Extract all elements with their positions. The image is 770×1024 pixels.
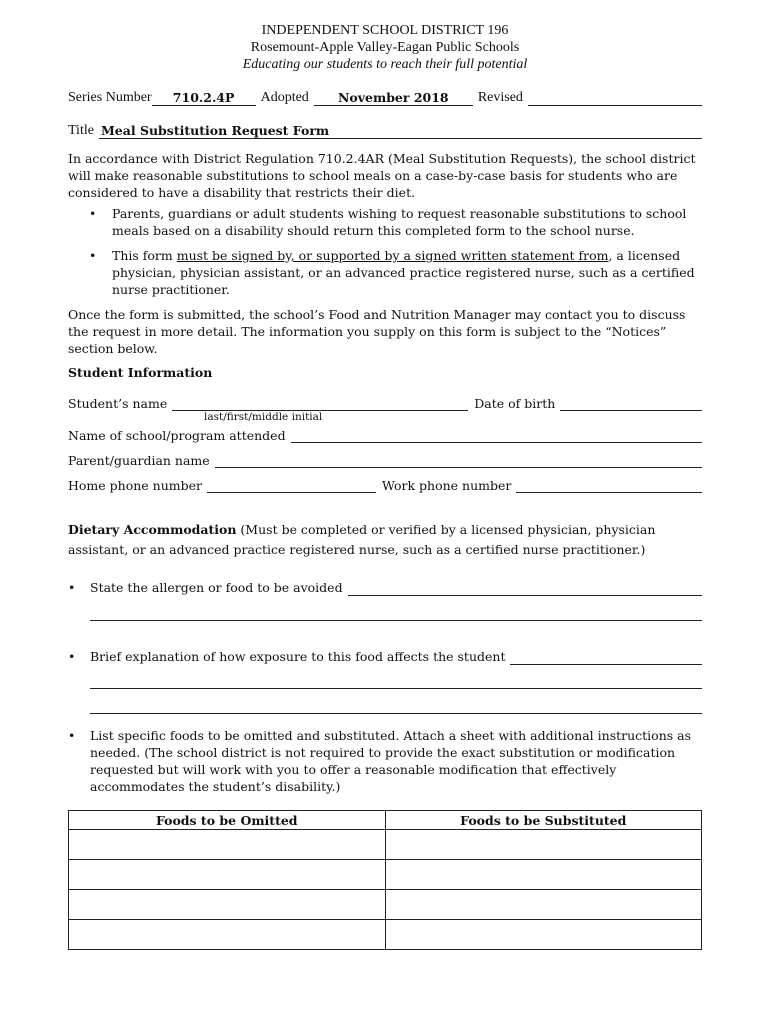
adopted-label: Adopted <box>260 90 309 105</box>
title-row <box>68 123 702 139</box>
parent-guardian-input[interactable] <box>215 453 702 468</box>
dietary-accommodation-note: (Must be completed or verified by a licensed physician, physician assistant, or an advanced practice registered nurse, such as a certified nurse practitioner.) <box>68 522 656 557</box>
explanation-input[interactable] <box>510 650 702 665</box>
list-item <box>68 205 702 239</box>
bullet-icon: • <box>68 728 76 743</box>
home-phone-input[interactable] <box>207 478 376 493</box>
table-row <box>69 920 702 950</box>
omitted-food-cell[interactable] <box>69 890 386 920</box>
title-field[interactable]: Meal Substitution Request Form <box>99 124 702 139</box>
home-phone-label: Home phone number <box>68 478 202 493</box>
list-item <box>68 579 702 596</box>
foods-substituted-header: Foods to be Substituted <box>385 811 702 830</box>
school-program-label: Name of school/program attended <box>68 428 286 443</box>
foods-table <box>68 810 702 950</box>
school-row <box>68 425 702 443</box>
title-label: Title <box>68 123 94 138</box>
explanation-block <box>68 648 702 714</box>
allergen-label: State the allergen or food to be avoided <box>90 580 343 595</box>
foods-list-instructions: List specific foods to be omitted and substituted. Attach a sheet with additional instructions as needed. (The school district is not required to provide the exact substitution or modification requested but will work with you to offer a reasonable modification that effectively accommodates the student’s disability.) <box>90 728 692 794</box>
school-program-input[interactable] <box>291 428 702 443</box>
substituted-food-cell[interactable] <box>385 860 702 890</box>
once-submitted-paragraph: Once the form is submitted, the school’s Food and Nutrition Manager may contact you to discuss the request in more detail. The information you supply on this form is subject to the “Notices” section below. <box>68 307 686 356</box>
date-of-birth-input[interactable] <box>560 396 702 411</box>
table-row <box>69 830 702 860</box>
student-name-row <box>68 393 702 411</box>
form-page <box>68 22 702 950</box>
date-of-birth-label: Date of birth <box>474 396 556 411</box>
bullet-icon: • <box>68 580 76 595</box>
explanation-label: Brief explanation of how exposure to this food affects the student <box>90 649 506 664</box>
instruction-list <box>68 205 702 298</box>
revised-date-field[interactable] <box>528 91 702 106</box>
dietary-accommodation-paragraph <box>68 520 702 560</box>
table-row <box>69 890 702 920</box>
series-number-field[interactable]: 710.2.4P <box>152 91 256 106</box>
series-number-label: Series Number <box>68 90 152 105</box>
omitted-food-cell[interactable] <box>69 920 386 950</box>
phone-row <box>68 475 702 493</box>
bullet-text-signature-emphasis: must be signed by, or supported by a signed written statement from <box>176 248 609 263</box>
allergen-input-line-2[interactable] <box>90 620 702 621</box>
revised-label: Revised <box>477 90 523 105</box>
work-phone-input[interactable] <box>516 478 702 493</box>
substituted-food-cell[interactable] <box>385 890 702 920</box>
table-header-row <box>69 811 702 830</box>
district-name: INDEPENDENT SCHOOL DISTRICT 196 <box>261 23 509 38</box>
bullet-icon: • <box>68 649 76 664</box>
bullet-icon: • <box>89 206 97 221</box>
parent-row <box>68 450 702 468</box>
list-item <box>68 648 702 665</box>
bullet-text-signature-post: , a licensed physician, physician assistant, or an advanced practice registered nurse, such as a certified nurse practitioner. <box>112 248 695 297</box>
dietary-accommodation-heading: Dietary Accommodation <box>68 522 237 537</box>
school-system-name: Rosemount-Apple Valley-Eagan Public Schools <box>250 40 520 55</box>
bullet-icon: • <box>89 248 97 263</box>
student-information-heading: Student Information <box>68 365 213 380</box>
list-item <box>68 727 702 795</box>
foods-list-block <box>68 727 702 795</box>
substituted-food-cell[interactable] <box>385 830 702 860</box>
foods-omitted-header: Foods to be Omitted <box>69 811 386 830</box>
explanation-input-line-2[interactable] <box>90 688 702 689</box>
series-row <box>68 90 702 106</box>
bullet-text-signature-pre: This form <box>112 248 177 263</box>
omitted-food-cell[interactable] <box>69 860 386 890</box>
allergen-block <box>68 579 702 621</box>
omitted-food-cell[interactable] <box>69 830 386 860</box>
parent-guardian-label: Parent/guardian name <box>68 453 210 468</box>
list-item <box>68 247 702 298</box>
explanation-input-line-3[interactable] <box>90 713 702 714</box>
table-row <box>69 860 702 890</box>
bullet-text-return-form: Parents, guardians or adult students wishing to request reasonable substitutions to school meals based on a disability should return this completed form to the school nurse. <box>112 206 687 238</box>
adopted-date-field[interactable]: November 2018 <box>314 91 473 106</box>
student-name-label: Student’s name <box>68 396 168 411</box>
student-name-hint: last/first/middle initial <box>204 411 323 423</box>
intro-paragraph: In accordance with District Regulation 710.2.4AR (Meal Substitution Requests), the school district will make reasonable substitutions to school meals on a case-by-case basis for students who are considered to have a disability that restricts their diet. <box>68 151 696 200</box>
substituted-food-cell[interactable] <box>385 920 702 950</box>
student-name-input[interactable] <box>172 396 468 411</box>
allergen-input[interactable] <box>348 581 702 596</box>
work-phone-label: Work phone number <box>381 478 512 493</box>
document-header <box>68 22 702 73</box>
district-motto: Educating our students to reach their full potential <box>242 57 528 72</box>
